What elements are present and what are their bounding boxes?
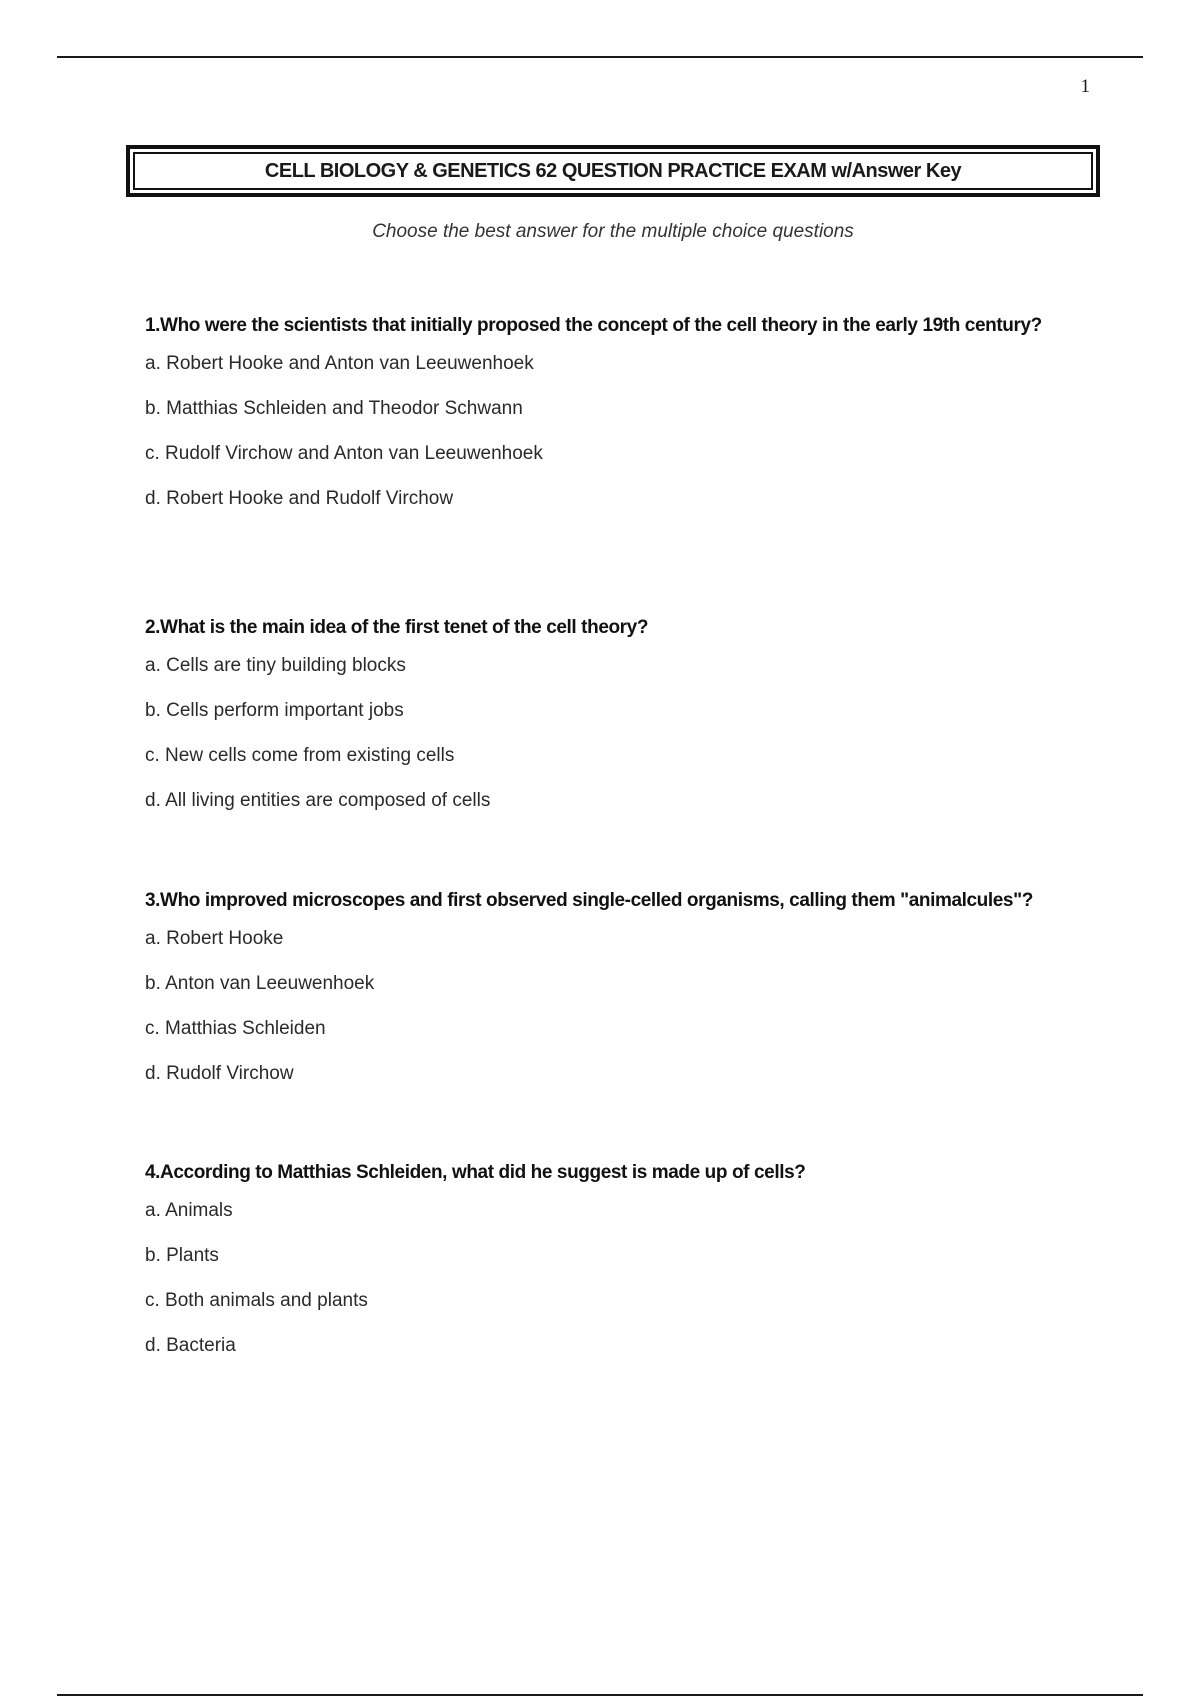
question-text: 3.Who improved microscopes and first observed single-celled organisms, calling them "animalcules"? xyxy=(145,890,1033,911)
answer-option-b: b. Cells perform important jobs xyxy=(145,700,404,721)
instructions: Choose the best answer for the multiple choice questions xyxy=(372,221,854,242)
answer-option-c: c. Both animals and plants xyxy=(145,1290,368,1311)
document-title: CELL BIOLOGY & GENETICS 62 QUESTION PRACTICE EXAM w/Answer Key xyxy=(264,159,962,182)
answer-option-c: c. Matthias Schleiden xyxy=(145,1018,326,1039)
question-text: 2.What is the main idea of the first tenet of the cell theory? xyxy=(145,617,649,638)
title-box xyxy=(126,145,1100,197)
answer-option-c: c. New cells come from existing cells xyxy=(145,745,455,766)
answer-option-b: b. Plants xyxy=(145,1245,219,1266)
answer-option-d: d. Rudolf Virchow xyxy=(145,1063,294,1084)
question-4 xyxy=(145,1158,1045,1379)
question-2 xyxy=(145,613,1045,834)
answer-option-d: d. Robert Hooke and Rudolf Virchow xyxy=(145,488,454,509)
answer-option-d: d. Bacteria xyxy=(145,1335,236,1356)
header-rule xyxy=(57,56,1143,58)
answer-option-a: a. Robert Hooke xyxy=(145,928,284,949)
answer-option-a: a. Animals xyxy=(145,1200,233,1221)
title-box-inner xyxy=(133,152,1093,190)
question-3 xyxy=(145,886,1045,1107)
question-text: 4.According to Matthias Schleiden, what did he suggest is made up of cells? xyxy=(145,1162,806,1183)
answer-option-d: d. All living entities are composed of cells xyxy=(145,790,491,811)
answer-option-a: a. Robert Hooke and Anton van Leeuwenhoek xyxy=(145,353,534,374)
answer-option-c: c. Rudolf Virchow and Anton van Leeuwenhoek xyxy=(145,443,543,464)
question-1 xyxy=(145,311,1045,532)
answer-option-b: b. Matthias Schleiden and Theodor Schwann xyxy=(145,398,523,419)
footer-rule xyxy=(57,1694,1143,1696)
answer-option-a: a. Cells are tiny building blocks xyxy=(145,655,406,676)
question-text: 1.Who were the scientists that initially proposed the concept of the cell theory in the early 19th century? xyxy=(145,315,1042,336)
answer-option-b: b. Anton van Leeuwenhoek xyxy=(145,973,375,994)
page-number: 1 xyxy=(1080,76,1090,97)
